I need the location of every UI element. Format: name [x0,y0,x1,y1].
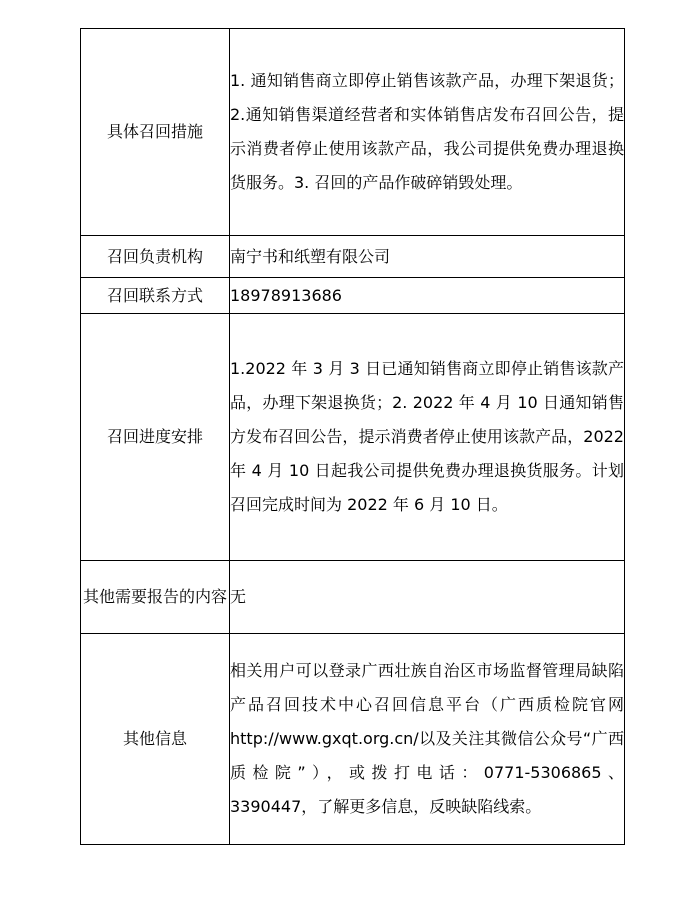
recall-info-table [80,28,625,845]
table-row [81,634,625,845]
recall-organization-value: 南宁书和纸塑有限公司 [230,236,625,278]
recall-contact-value: 18978913686 [230,278,625,314]
table-row [81,29,625,236]
table-row [81,236,625,278]
other-report-label: 其他需要报告的内容 [81,561,230,634]
recall-schedule-value: 1.2022 年 3 月 3 日已通知销售商立即停止销售该款产品，办理下架退换货；2. 2022 年 4 月 10 日通知销售方发布召回公告，提示消费者停止使用该款产品，2022 年 4 月 10 日起我公司提供免费办理退换货服务。计划召回完成时间为 2022 年 6 月 10 日。 [230,314,625,561]
recall-organization-label: 召回负责机构 [81,236,230,278]
table-row [81,278,625,314]
other-info-value: 相关用户可以登录广西壮族自治区市场监督管理局缺陷产品召回技术中心召回信息平台（广西质检院官网 http://www.gxqt.org.cn/以及关注其微信公众号“广西质检院”），或拨打电话：0771-5306865、3390447，了解更多信息，反映缺陷线索。 [230,634,625,845]
table-row [81,314,625,561]
other-report-value: 无 [230,561,625,634]
recall-contact-label: 召回联系方式 [81,278,230,314]
recall-measures-label: 具体召回措施 [81,29,230,236]
recall-schedule-label: 召回进度安排 [81,314,230,561]
table-row [81,561,625,634]
recall-measures-value: 1. 通知销售商立即停止销售该款产品，办理下架退货；2.通知销售渠道经营者和实体销售店发布召回公告，提示消费者停止使用该款产品，我公司提供免费办理退换货服务。3. 召回的产品作破碎销毁处理。 [230,29,625,236]
other-info-label: 其他信息 [81,634,230,845]
